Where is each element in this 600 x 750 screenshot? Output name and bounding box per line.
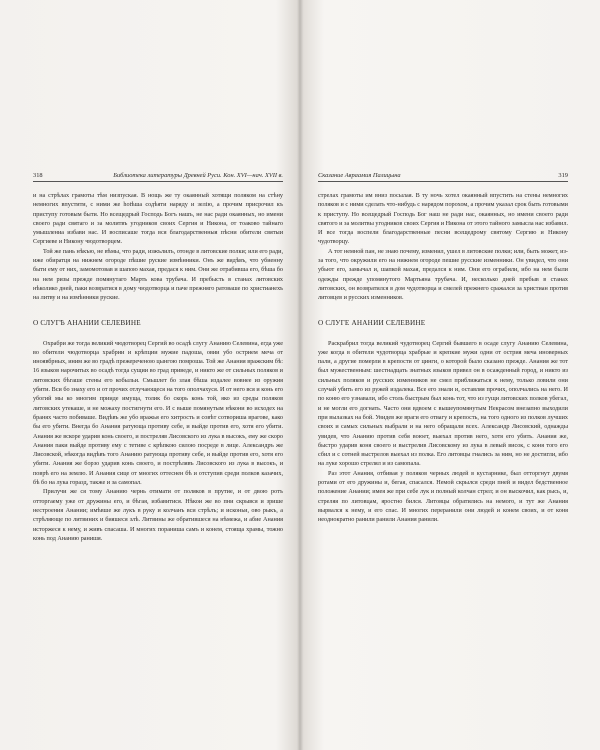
left-running-header bbox=[33, 172, 283, 182]
right-running-head: Сказание Авраамия Палицына bbox=[318, 172, 401, 179]
right-paragraph-1: стрелах грамоты им вниз посылая. В ту ночь хотел окаянный впустить на стены немногих поляков и с ними сделать что-нибудь с нарядом порохом, а прочим указал срок быть готовыми к приступу. Но всещедрый Господь Бог наш не ради нас, окаянных, но имени своего ради святого и за молитвы угодников своих Сергия и Никона от этого тайного замысла нас избавил. И все тогда воспели благодарственные песни всещедрому святому Сергию и Никону чудотворцу. bbox=[318, 192, 569, 246]
left-paragraph-4: Прилучи же ся тому Ананию чернь отимати от поляков в прутие, и от двою ротъ отторгаему уже от дружины его, и бѣгая, избавитися. Нѣкои же во пни скрывся и зрише нестроения Анании; имѣвше же лукъ в руку и колчанъ вси стрѣлъ; и исконьи, ово рыкъ, а стрѣляюще по литвиних и бияшеся злѣ. Литвины же обратившеся на нѣмежа, и абие Анания исторжеся к нему, и живъ спасаша. И многих пораниша самъ и конем, стояща храмы, тожно конь под Ананию ранишя. bbox=[33, 488, 283, 542]
right-page bbox=[318, 172, 568, 525]
right-paragraph-4: Раз этот Анания, отбивая у поляков черных людей в кустарнике, был отторгнут двумя ротами от его дружины и, бегая, спасался. Немой скрылся среди пней и видел бедственное положение Анании; имея же при себе лук и полный колчан стрел; и он выскочил, как рысь, и, стреляя по литовцам, яростно бился. Литовцы обратились на немого, и тут же Анания вырвался к нему, и его спас. И многих переранили они людей и конем своих, и от коня неоднократно ранили ранили Анания ранили. bbox=[318, 469, 568, 524]
left-paragraph-1: и на стрѣлах грамоты тѣм низпуская. В нощь же ту окаянный хотящи поляком на стѣну немногих впустити, с ними же hotѣша содѣяти наряду и зелію, а прочим присрочил къ приступу готовым быти. Но всещедрый Господь Богъ нашъ, не нас ради окаянных, но имени своего ради святаго и за молитвъ угодников своих Сергия и Никона, от тоаково тайнаго умышлениа избави нас. И восписаше тогда вся благодарственныя пѣсни обители святыи Сергиеве и Никону чюдотворцем. bbox=[33, 192, 283, 246]
left-running-head: Библиотека литературы Древней Руси. Кон. XVI—нач. XVII в. bbox=[113, 172, 283, 179]
left-section-title: О СЛУГѢ АНАНИИ СЕЛЕВИНЕ bbox=[33, 318, 141, 327]
right-paragraph-2: А тот немной пан, не знаю почему, изменил, ушел в литовские полки; или, быть может, из-за того, что окружили его на нижнем огороде пешие русские изменники. Он увидел, что они убьют его, замычал и, шапкой махая, предался к ним. Они его ограбили, ибо на нем были одежды прежде упомянутого Мартьяна трубача. И, несколько дней пребыв в станах литовских, он возвратился в дом чудотворца и смелей прежнего сражался за христиан против литовцев и русских изменников. bbox=[318, 247, 568, 302]
right-section-title: О СЛУГЕ АНАНИИ СЕЛЕВИНЕ bbox=[318, 318, 426, 327]
left-paragraph-2: Той же пань нѣкъю, не вѣмы, что ради, изжълилъ, отонде в литовские полки; или его ради, иже обиратця на нижнем огороде пѣшие руские измѣнники. Онъ же видѣвъ, что убиенну быти ему от них, замомотовав и шапою махая, предася к ним. Они же отрабивша его, бѣша бо на нем ризы прежде помянутаго Марть кова трубача. И пребысть в станах литовских нѣколико дней, паки возвратися в дому чюдотворца и паче прежняго ратоваше по христианехъ на литву и на измѣнники руские. bbox=[33, 247, 283, 302]
left-page-number: 318 bbox=[33, 172, 43, 179]
right-page-number: 319 bbox=[558, 172, 568, 179]
left-page bbox=[33, 172, 283, 543]
right-paragraph-3: Раскрабрил тогда великий чудотворец Сергий бывшего в осаде слугу Ананию Селевина, уже когда в обители чудотворца храбрые и крепкие мужи одни от острия меча иноверных пали, а другие померли в крепости от цинги, о которой было сказано прежде. Анания же тот был мужественным: шестнадцать знатных языков привел он в осажденный город, и никто из сильных поляков и русских изменников не смел приближаться к нему, только ловили они случай убить его из ружей издалека. Все его знали и, оставляя прочих, ополчались на него. И по коню его узнавали, ибо столь быстрым был конь тот, что из гущи литовских полков убегал, и не могли его догнать. Часто они вдвоем с вышеупомянутым Некрасом внезапно выходили при вылазках на бой. Увидев же враги его отвагу и крепость, на того одного из полков лучших своих и самых сильных выбрали и на него обращали всех. Александр Лисовский, однажды увидев, что Ананию против себя воюет, выехал против него, хотя его убить. Анания же, быстро ударив коня своего и выстрелив Лисовскому из лука в левый висок, с коня того его сбил и с сотней выстрелов выехал из полка. Его литовцы гнались за ним, но не достигли, ибо на луке хорошо стрелял и из самопала. bbox=[318, 339, 568, 468]
left-paragraph-3: Охрабри же тогда великий чюдотворец Сергий во осадѣ слугу Ананию Селевина, егда уже во обители чюдотворца храбрии и крѣпции мужие падоша, овии убо острием меча от иноявбрных, иним же во градѣ прежереченою цынгою помроша. Той же Анания вражским бѣ: 16 языков нарочитых во осадѣ тогда сущии во град приведе, и никто же от сильных поляков и литовских бѣгаше стены его кобыльи. Смьшлет бо злая бѣша издалее вовнее из оружия убити. Вси бо знаху его и от прочих отлучающеся на того ополчахуся. И от него вся и конь его убогий мы ко многим прииде имуща, толик бо скорь конь той, яко из среды поляков литовских утекаше, и не можаху постигнути его. И с выше помянутым нѣкони во исходех на бранях часто побиваше. Видѣвъ же убо вражья его хитрость и совѣт сотвориша врагове, како бы его убити. Внегда бо Анания ратующа противу себе, и выйде против его, хотя его убити. Анания же вскоре ударив конь своего, и постреляв Лисовского из лука в высокъ, ему же скоро Анания паки выйде противу ему с тетиве с крѣпкою силою посреде в лице. Александръ же Лисовской, нѣкогда видѣвъ того Ананию ратующа противу себе, и выйде против его, хотя его убити. Анания же борзо ударив конь своего, и пострѣлявъ Лисовского из лука в высокъ, и поврѣ его на землю. И Анания сице от многих оттеснен бѣ и отступив среди полков казачих, бѣ бо на лука горазд, также и за самопал. bbox=[33, 339, 283, 487]
right-running-header bbox=[318, 172, 568, 182]
